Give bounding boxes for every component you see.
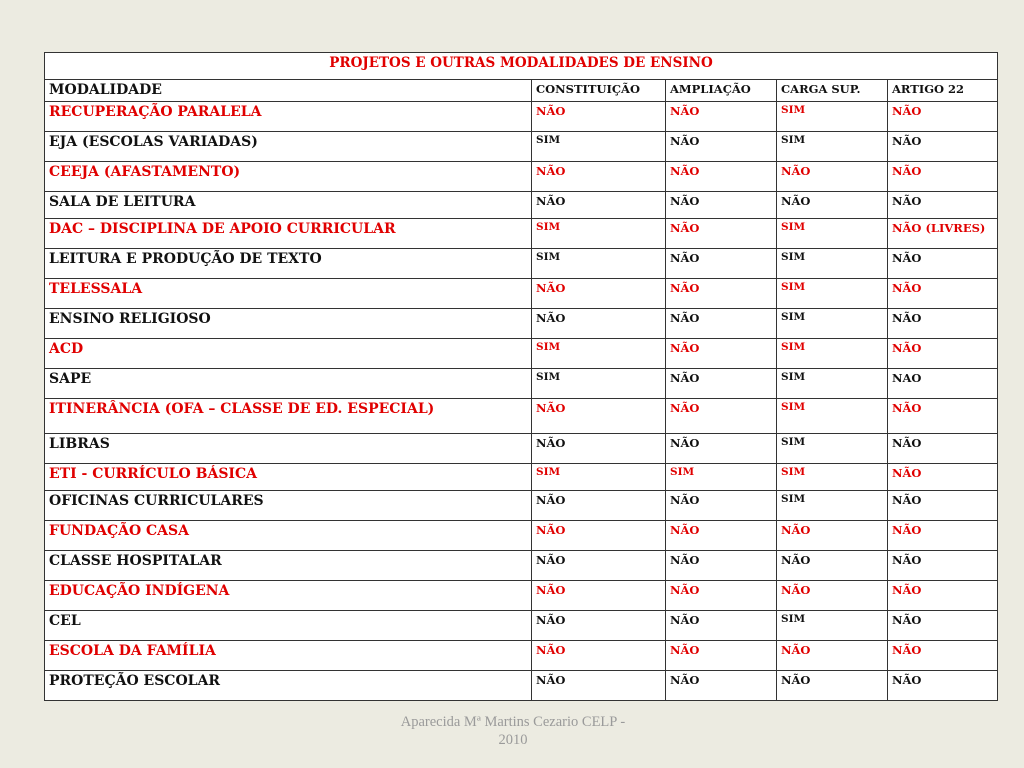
ampliacao-cell: NÃO <box>666 671 777 701</box>
footer-line-2: 2010 <box>498 732 528 748</box>
carga-sup-cell: SIM <box>777 249 888 279</box>
carga-sup-cell: SIM <box>777 102 888 132</box>
artigo-22-cell: NÃO <box>888 339 998 369</box>
table-row <box>45 491 998 521</box>
artigo-22-cell: NÃO <box>888 192 998 219</box>
ampliacao-cell: NÃO <box>666 102 777 132</box>
constituicao-cell: SIM <box>532 464 666 491</box>
modalidade-cell: FUNDAÇÃO CASA <box>45 521 532 551</box>
modalidade-cell: PROTEÇÃO ESCOLAR <box>45 671 532 701</box>
ampliacao-cell: SIM <box>666 464 777 491</box>
ampliacao-cell: NÃO <box>666 309 777 339</box>
modalidade-cell: LEITURA E PRODUÇÃO DE TEXTO <box>45 249 532 279</box>
table-row <box>45 641 998 671</box>
modalidade-cell: ETI - CURRÍCULO BÁSICA <box>45 464 532 491</box>
table-header-row <box>45 80 998 102</box>
carga-sup-cell: SIM <box>777 434 888 464</box>
table-row <box>45 132 998 162</box>
table-row <box>45 279 998 309</box>
carga-sup-cell: SIM <box>777 339 888 369</box>
ampliacao-cell: NÃO <box>666 132 777 162</box>
constituicao-cell: NÃO <box>532 521 666 551</box>
modalidade-cell: CEEJA (AFASTAMENTO) <box>45 162 532 192</box>
table-row <box>45 464 998 491</box>
footer-line-1: Aparecida Mª Martins Cezario CELP - <box>400 714 626 730</box>
artigo-22-cell: NÃO <box>888 611 998 641</box>
ampliacao-cell: NÃO <box>666 581 777 611</box>
table-row <box>45 162 998 192</box>
table-row <box>45 551 998 581</box>
table-row <box>45 581 998 611</box>
ampliacao-cell: NÃO <box>666 249 777 279</box>
ampliacao-cell: NÃO <box>666 219 777 249</box>
artigo-22-cell: NÃO <box>888 464 998 491</box>
artigo-22-cell: NÃO <box>888 641 998 671</box>
modalidade-cell: ITINERÂNCIA (OFA – CLASSE DE ED. ESPECIAL) <box>45 399 532 434</box>
modalidade-cell: LIBRAS <box>45 434 532 464</box>
constituicao-cell: NÃO <box>532 611 666 641</box>
ampliacao-cell: NÃO <box>666 369 777 399</box>
ampliacao-cell: NÃO <box>666 162 777 192</box>
modalidade-cell: ENSINO RELIGIOSO <box>45 309 532 339</box>
table-row <box>45 192 998 219</box>
artigo-22-cell: NÃO (LIVRES) <box>888 219 998 249</box>
table-row <box>45 219 998 249</box>
header-artigo-22: ARTIGO 22 <box>888 80 998 102</box>
modalidade-cell: SALA DE LEITURA <box>45 192 532 219</box>
footer-credit <box>372 713 654 749</box>
ampliacao-cell: NÃO <box>666 551 777 581</box>
constituicao-cell: NÃO <box>532 434 666 464</box>
modalidade-cell: RECUPERAÇÃO PARALELA <box>45 102 532 132</box>
constituicao-cell: SIM <box>532 339 666 369</box>
table-row <box>45 369 998 399</box>
artigo-22-cell: NÃO <box>888 249 998 279</box>
ampliacao-cell: NÃO <box>666 399 777 434</box>
carga-sup-cell: SIM <box>777 491 888 521</box>
table-title-row <box>45 53 998 80</box>
constituicao-cell: NÃO <box>532 102 666 132</box>
table-row <box>45 611 998 641</box>
ampliacao-cell: NÃO <box>666 434 777 464</box>
constituicao-cell: NÃO <box>532 491 666 521</box>
constituicao-cell: NÃO <box>532 671 666 701</box>
table-row <box>45 102 998 132</box>
table-row <box>45 309 998 339</box>
carga-sup-cell: NÃO <box>777 521 888 551</box>
carga-sup-cell: SIM <box>777 399 888 434</box>
header-ampliacao: AMPLIAÇÃO <box>666 80 777 102</box>
modalidade-cell: EJA (ESCOLAS VARIADAS) <box>45 132 532 162</box>
artigo-22-cell: NÃO <box>888 434 998 464</box>
constituicao-cell: NÃO <box>532 641 666 671</box>
artigo-22-cell: NÃO <box>888 581 998 611</box>
ampliacao-cell: NÃO <box>666 611 777 641</box>
ampliacao-cell: NÃO <box>666 521 777 551</box>
modalidade-cell: TELESSALA <box>45 279 532 309</box>
constituicao-cell: NÃO <box>532 581 666 611</box>
constituicao-cell: NÃO <box>532 192 666 219</box>
table-row <box>45 671 998 701</box>
carga-sup-cell: SIM <box>777 219 888 249</box>
constituicao-cell: SIM <box>532 132 666 162</box>
header-modalidade: MODALIDADE <box>45 80 532 102</box>
artigo-22-cell: NÃO <box>888 551 998 581</box>
artigo-22-cell: NÃO <box>888 399 998 434</box>
table-row <box>45 339 998 369</box>
table-row <box>45 399 998 434</box>
artigo-22-cell: NÃO <box>888 671 998 701</box>
table-row <box>45 249 998 279</box>
constituicao-cell: NÃO <box>532 551 666 581</box>
constituicao-cell: NÃO <box>532 279 666 309</box>
ampliacao-cell: NÃO <box>666 641 777 671</box>
artigo-22-cell: NÃO <box>888 521 998 551</box>
carga-sup-cell: NÃO <box>777 162 888 192</box>
carga-sup-cell: SIM <box>777 132 888 162</box>
constituicao-cell: NÃO <box>532 309 666 339</box>
ampliacao-cell: NÃO <box>666 491 777 521</box>
header-carga-sup: CARGA SUP. <box>777 80 888 102</box>
modalidade-cell: EDUCAÇÃO INDÍGENA <box>45 581 532 611</box>
carga-sup-cell: SIM <box>777 464 888 491</box>
carga-sup-cell: SIM <box>777 369 888 399</box>
carga-sup-cell: NÃO <box>777 192 888 219</box>
artigo-22-cell: NÃO <box>888 309 998 339</box>
ampliacao-cell: NÃO <box>666 279 777 309</box>
constituicao-cell: SIM <box>532 369 666 399</box>
table-row <box>45 521 998 551</box>
carga-sup-cell: NÃO <box>777 551 888 581</box>
carga-sup-cell: NÃO <box>777 641 888 671</box>
artigo-22-cell: NÃO <box>888 162 998 192</box>
artigo-22-cell: NÃO <box>888 279 998 309</box>
modalidade-cell: CLASSE HOSPITALAR <box>45 551 532 581</box>
constituicao-cell: SIM <box>532 219 666 249</box>
modalidade-cell: CEL <box>45 611 532 641</box>
modalities-table <box>44 52 998 701</box>
table-row <box>45 434 998 464</box>
constituicao-cell: NÃO <box>532 399 666 434</box>
constituicao-cell: NÃO <box>532 162 666 192</box>
carga-sup-cell: SIM <box>777 611 888 641</box>
constituicao-cell: SIM <box>532 249 666 279</box>
artigo-22-cell: NÃO <box>888 132 998 162</box>
carga-sup-cell: SIM <box>777 279 888 309</box>
artigo-22-cell: NÃO <box>888 102 998 132</box>
artigo-22-cell: NAO <box>888 369 998 399</box>
modalidade-cell: ESCOLA DA FAMÍLIA <box>45 641 532 671</box>
ampliacao-cell: NÃO <box>666 192 777 219</box>
modalidade-cell: ACD <box>45 339 532 369</box>
carga-sup-cell: SIM <box>777 309 888 339</box>
header-constituicao: CONSTITUIÇÃO <box>532 80 666 102</box>
modalidade-cell: OFICINAS CURRICULARES <box>45 491 532 521</box>
table-title: PROJETOS E OUTRAS MODALIDADES DE ENSINO <box>45 53 998 80</box>
modalidade-cell: SAPE <box>45 369 532 399</box>
carga-sup-cell: NÃO <box>777 581 888 611</box>
carga-sup-cell: NÃO <box>777 671 888 701</box>
ampliacao-cell: NÃO <box>666 339 777 369</box>
artigo-22-cell: NÃO <box>888 491 998 521</box>
modalidade-cell: DAC – DISCIPLINA DE APOIO CURRICULAR <box>45 219 532 249</box>
